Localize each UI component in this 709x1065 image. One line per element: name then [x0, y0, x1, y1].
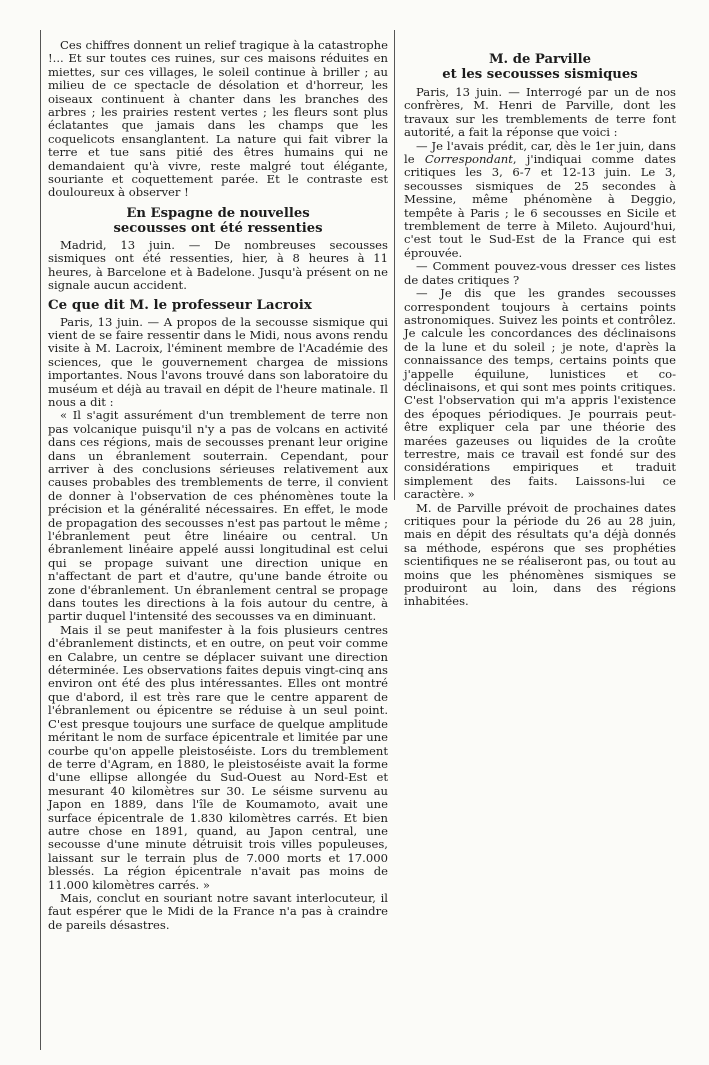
spain-heading: [48, 206, 388, 236]
spain-heading-line1: En Espagne de nouvelles: [126, 205, 310, 221]
parville-paragraph-4: — Je dis que les grandes secousses correspondent toujours à certains points astronomiques. Suivez les points et contrôlez. Je calcule les concordances des déclinaisons de la lune et du soleil ; je note, d'après la connaissance des temps, certains points que j'appelle équilune, lunistices et co-déclinaisons, et qui sont mes points critiques. C'est l'observation qui m'a appris l'existence des époques périodiques. Je pourrais peut-être expliquer cela par une théorie des marées gazeuses ou liquides de la croûte terrestre, mais ce travail est fondé sur des considérations empiriques et traduit simplement des faits. Laissons-lui ce caractère. »: [404, 286, 676, 502]
lacroix-heading: Ce que dit M. le professeur Lacroix: [48, 296, 312, 313]
left-column: [48, 39, 388, 932]
parville-paragraph-3: — Comment pouvez-vous dresser ces listes de dates critiques ?: [404, 259, 676, 287]
parville-p2-start: — Je l'avais prédit, car, dès le 1er juin, dans le: [404, 138, 676, 167]
parville-p2-end: , j'indiquai comme dates critiques les 3, 6-7 et 12-13 juin. Le 3, secousses sismiques de 25 secondes à Messine, même phénomène à Deggio, tempête à Paris ; le 6 secousses en Sicile et tremblement de terre à Mileto. Aujourd'hui, c'est tout le Sud-Est de la France qui est éprouvée.: [404, 152, 676, 260]
lacroix-paragraph-1: Paris, 13 juin. — A propos de la secousse sismique qui vient de se faire ressentir dans le Midi, nous avons rendu visite à M. Lacroix, l'éminent membre de l'Académie des sciences, que le gouvernement chargea de missions importantes. Nous l'avons trouvé dans son laboratoire du muséum et déjà au travail en dépit de l'heure matinale. Il nous a dit :: [48, 314, 388, 409]
lacroix-paragraph-4: Mais, conclut en souriant notre savant interlocuteur, il faut espérer que le Midi de la France n'a pas à craindre de pareils désastres.: [48, 890, 388, 932]
article-paragraph: Ces chiffres donnent un relief tragique à la catastrophe !... Et sur toutes ces ruines, sur ces maisons réduites en miettes, sur ces villages, le soleil continue à briller ; au milieu de ce spectacle de désolation et d'horreur, les oiseaux continuent à chanter dans les branches des arbres ; les prairies restent vertes ; les fleurs sont plus éclatantes que jamais dans les champs que les coquelicots ensanglantent. La nature qui fait vibrer la terre et tue sans pitié des êtres humains qui ne demandaient qu'à vivre, reste malgré tout élégante, souriante et coquettement parée. Et le contraste est douloureux à observer !: [48, 38, 388, 200]
spain-heading-line2: secousses ont été ressenties: [113, 220, 323, 236]
parville-heading-line2: et les secousses sismiques: [442, 67, 638, 82]
left-margin-rule: [40, 30, 41, 1050]
parville-paragraph-2: [404, 140, 676, 261]
parville-heading: [404, 52, 676, 82]
parville-heading-line1: M. de Parville: [488, 52, 592, 67]
parville-paragraph-1: Paris, 13 juin. — Interrogé par un de nos confrères, M. Henri de Parville, dont les travaux sur les tremblements de terre font autorité, a fait la réponse que voici :: [404, 85, 676, 140]
correspondant-title: Correspondant: [424, 152, 513, 167]
spain-dispatch: Madrid, 13 juin. — De nombreuses secousses sismiques ont été ressenties, hier, à 8 heures à 11 heures, à Barcelone et à Badelone. Jusqu'à présent on ne signale aucun accident.: [48, 237, 388, 293]
column-divider-rule: [394, 30, 395, 500]
lacroix-paragraph-3: Mais il se peut manifester à la fois plusieurs centres d'ébranlement distincts, et en outre, on peut voir comme en Calabre, un centre se déplacer suivant une direction déterminée. Les observations faites depuis vingt-cinq ans environ ont été des plus intéressantes. Elles ont montré que d'abord, il est très rare que le centre apparent de l'ébranlement ou épicentre se réduise à un seul point. C'est presque toujours une surface de quelque amplitude méritant le nom de surface épicentrale et limitée par une courbe qu'on appelle pleistoséiste. Lors du tremblement de terre d'Agram, en 1880, le pleistoséiste avait la forme d'une ellipse allongée du Sud-Ouest au Nord-Est et mesurant 40 kilomètres sur 30. Le séisme survenu au Japon en 1889, dans l'île de Koumamoto, avait une surface épicentrale de 1.830 kilomètres carrés. Et bien autre chose en 1891, quand, au Japon central, une secousse d'une minute détruisit trois villes populeuses, laissant sur le terrain plus de 7.000 morts et 17.000 blessés. La région épicentrale n'avait pas moins de 11.000 kilomètres carrés. »: [48, 622, 388, 892]
lacroix-paragraph-2: « Il s'agit assurément d'un tremblement de terre non pas volcanique puisqu'il n'y a pas de volcans en activité dans ces régions, mais de secousses prenant leur origine dans un ébranlement souterrain. Cependant, pour arriver à des conclusions sérieuses relativement aux causes probables des tremblements de terre, il convient de donner à l'observation de ces phénomènes toute la précision et la généralité nécessaires. En effet, le mode de propagation des secousses n'est pas partout le même ; l'ébranlement peut être linéaire ou central. Un ébranlement linéaire appelé aussi longitudinal est celui qui se propage suivant une direction unique en n'affectant de part et d'autre, qu'une bande étroite ou zone d'ébranlement. Un ébranlement central se propage dans toutes les directions à la fois autour du centre, à partir duquel l'intensité des secousses va en diminuant.: [48, 408, 388, 624]
parville-paragraph-5: M. de Parville prévoit de prochaines dates critiques pour la période du 26 au 28 juin, mais en dépit des résultats qu'a déjà donnés sa méthode, espérons que ses prophéties scientifiques ne se réaliseront pas, ou tout au moins que les phénomènes sismiques se produiront au loin, dans des régions inhabitées.: [404, 500, 676, 609]
right-column: [404, 86, 676, 609]
